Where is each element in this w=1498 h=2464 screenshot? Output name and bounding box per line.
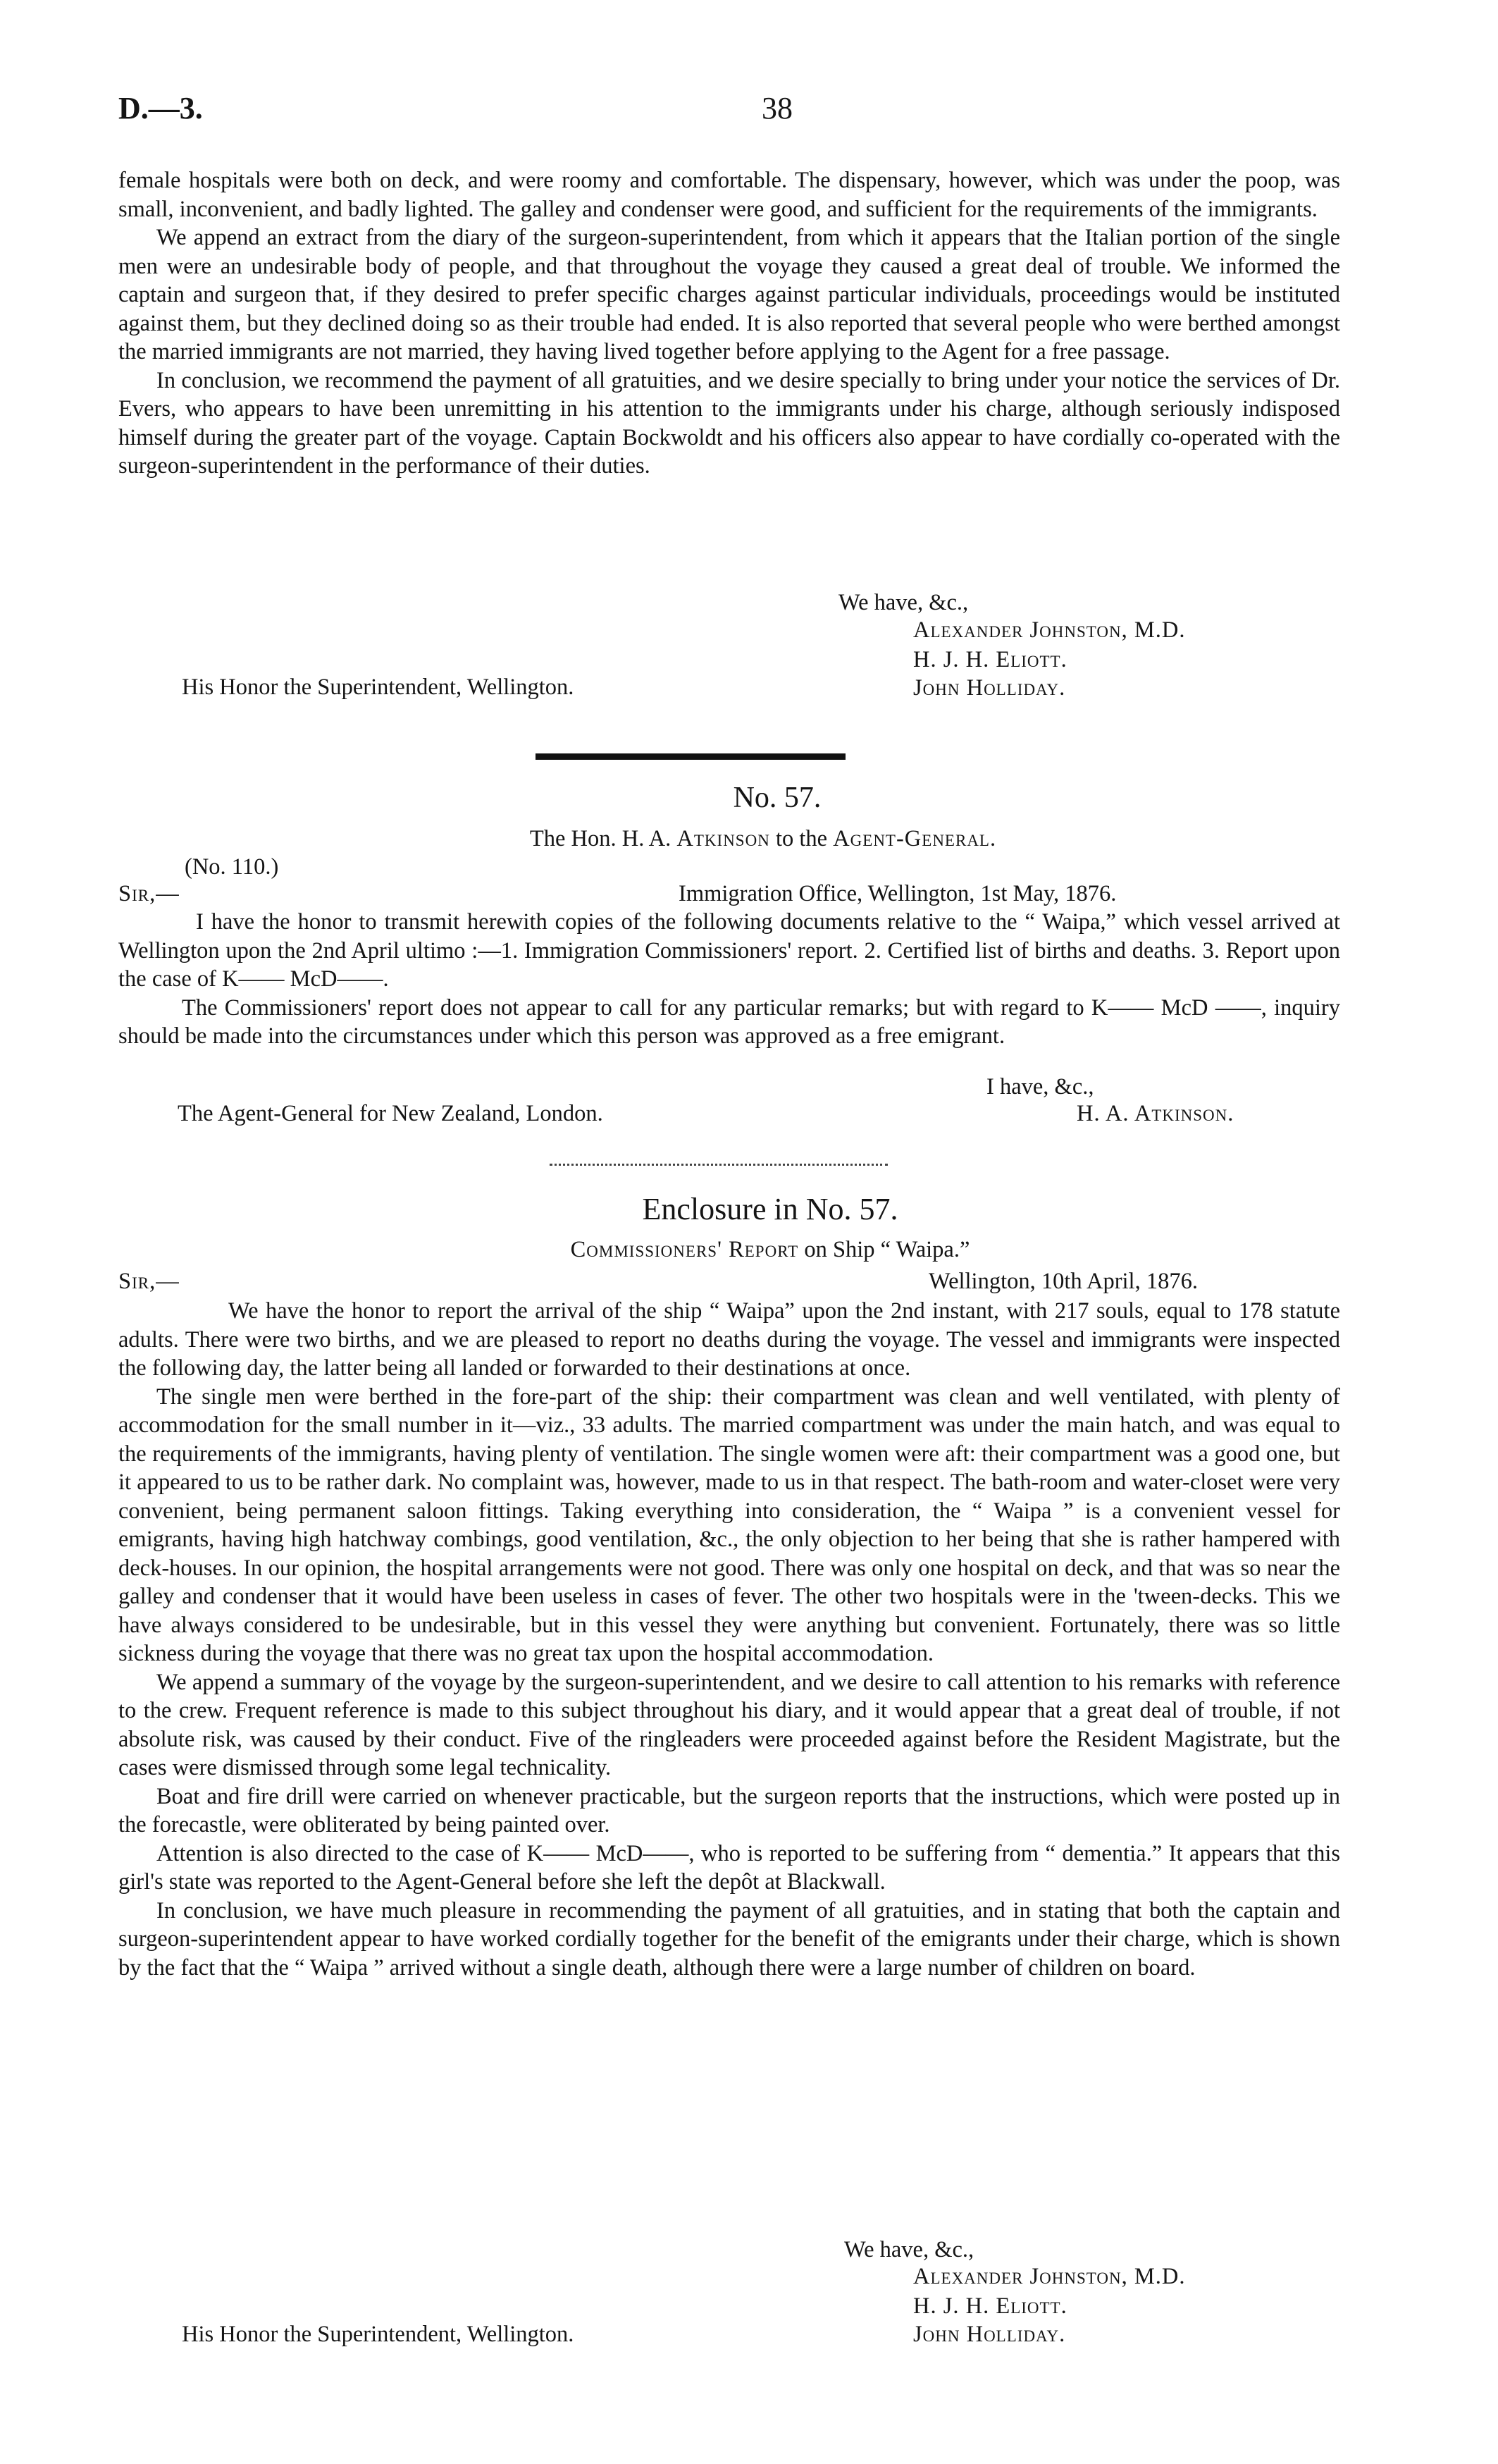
- letter57-addressee: The Agent-General for New Zealand, London.: [178, 1101, 603, 1126]
- letter57-closing: I have, &c.,: [986, 1074, 1094, 1099]
- section1-paragraph-3: In conclusion, we recommend the payment of all gratuities, and we desire specially to bring under your notice the services of Dr. Evers, who appears to have been unremitting in his attention to the immigrants under his charge, although seriously indisposed himself during the greater part of the voyage. Captain Bockwoldt and his officers also appear to have cordially co-operated with the surgeon-superintendent in the performance of their duties.: [118, 367, 1340, 479]
- enclosure-paragraph-6: In conclusion, we have much pleasure in recommending the payment of all gratuities, and in stating that both the captain and surgeon-superintendent appear to have worked cordially together for the benefit of the emigrants under their charge, which is shown by the fact that the “ Waipa ” arrived without a single death, although there were a large number of children on board.: [118, 1897, 1340, 1981]
- page-number: 38: [762, 91, 793, 125]
- section-divider: [536, 753, 846, 760]
- from-name: Atkinson: [676, 826, 770, 851]
- enclosure-subheading-ship: on Ship “ Waipa.”: [804, 1237, 970, 1262]
- enclosure-signatory-2: H. J. H. Eliott.: [913, 2293, 1067, 2319]
- letter-place-date: Immigration Office, Wellington, 1st May, 1876.: [679, 881, 1117, 906]
- enclosure-subheading-title: Commissioners' Report: [570, 1237, 799, 1262]
- enclosure-body: [118, 1297, 1340, 1982]
- enclosure-divider: [550, 1164, 888, 1166]
- letter-number-heading: No. 57.: [733, 782, 822, 814]
- section1-body: [118, 166, 1340, 481]
- letter57-body: [118, 908, 1340, 1051]
- enclosure-salutation: Sir,—: [118, 1269, 180, 1294]
- letter-from-to: [0, 826, 1498, 852]
- enclosure-paragraph-1: We have the honor to report the arrival of the ship “ Waipa” upon the 2nd instant, with 217 souls, equal to 178 statute adults. There were two births, and we are pleased to report no deaths during the voyage. The vessel and immigrants were inspected the following day, the latter being all landed or forwarded to their destinations at once.: [118, 1298, 1340, 1381]
- enclosure-closing: We have, &c.,: [844, 2237, 974, 2262]
- section1-paragraph-1: female hospitals were both on deck, and were roomy and comfortable. The dispensary, however, which was under the poop, was small, inconvenient, and badly lighted. The galley and condenser were good, and sufficient for the requirements of the immigrants.: [118, 168, 1340, 222]
- enclosure-heading: Enclosure in No. 57.: [642, 1192, 898, 1226]
- enclosure-signatory-3: John Holliday.: [913, 2322, 1066, 2347]
- section1-paragraph-2: We append an extract from the diary of the surgeon-superintendent, from which it appears that the Italian portion of the single men were an undesirable body of people, and that throughout the voyage they caused a great deal of trouble. We informed the captain and surgeon that, if they desired to prefer specific charges against particular individuals, proceedings would be instituted against them, but they declined doing so as their trouble had ended. It is also reported that several people who were berthed amongst the married immigrants are not married, they having lived together before applying to the Agent for a free passage.: [118, 225, 1340, 364]
- letter57-paragraph-1: I have the honor to transmit herewith copies of the following documents relative to the “ Waipa,” which vessel arrived at Wellington upon the 2nd April ultimo :—1. Immigration Commissioners' report. 2. Certified list of births and deaths. 3. Report upon the case of K—— McD——.: [118, 909, 1340, 992]
- section1-signatory-2: H. J. H. Eliott.: [913, 647, 1067, 672]
- enclosure-addressee: His Honor the Superintendent, Wellington.: [182, 2322, 574, 2347]
- enclosure-paragraph-5: Attention is also directed to the case of K—— McD——, who is reported to be suffering from “ dementia.” It appears that this girl's state was reported to the Agent-General before she left the depôt at Blackwall.: [118, 1840, 1340, 1895]
- letter-ref: (No. 110.): [185, 854, 279, 880]
- from-to-middle: to the: [775, 826, 828, 851]
- section1-addressee: His Honor the Superintendent, Wellington.: [182, 674, 574, 700]
- document-reference: D.—3.: [118, 91, 203, 125]
- section1-closing: We have, &c.,: [838, 590, 969, 615]
- section1-signatory-3: John Holliday.: [913, 675, 1066, 701]
- letter-salutation: Sir,—: [118, 881, 180, 906]
- from-to-prefix: The Hon. H. A.: [529, 826, 671, 851]
- enclosure-subheading: [0, 1237, 1498, 1263]
- section1-signatory-1: Alexander Johnston, M.D.: [913, 617, 1186, 643]
- letter57-paragraph-2: The Commissioners' report does not appear to call for any particular remarks; but with regard to K—— McD ——, inquiry should be made into the circumstances under which this person was approved as a free emigrant.: [118, 994, 1340, 1049]
- letter57-signature: H. A. Atkinson.: [1077, 1101, 1234, 1126]
- to-name: Agent-General.: [833, 826, 997, 851]
- enclosure-paragraph-4: Boat and fire drill were carried on whenever practicable, but the surgeon reports that the instructions, which were posted up in the forecastle, were obliterated by being painted over.: [118, 1783, 1340, 1837]
- enclosure-signatory-1: Alexander Johnston, M.D.: [913, 2264, 1186, 2289]
- enclosure-place-date: Wellington, 10th April, 1876.: [929, 1269, 1198, 1294]
- enclosure-paragraph-3: We append a summary of the voyage by the surgeon-superintendent, and we desire to call attention to his remarks with reference to the crew. Frequent reference is made to this subject throughout his diary, and it would appear that a great deal of trouble, if not absolute risk, was caused by their conduct. Five of the ringleaders were proceeded against before the Resident Magistrate, but the cases were dismissed through some legal technicality.: [118, 1669, 1340, 1780]
- enclosure-paragraph-2: The single men were berthed in the fore-part of the ship: their compartment was clean and well ventilated, with plenty of accommodation for the small number in it—viz., 33 adults. The married compartment was under the main hatch, and was equal to the requirements of the immigrants, having plenty of ventilation. The single women were aft: their compartment was a good one, but it appeared to us to be rather dark. No complaint was, however, made to us in that respect. The bath-room and water-closet were very convenient, being permanent saloon fittings. Taking everything into consideration, the “ Waipa ” is a convenient vessel for emigrants, having high hatchway combings, good ventilation, &c., the only objection to her being that she is rather hampered with deck-houses. In our opinion, the hospital arrangements were not good. There was only one hospital on deck, and that was so near the galley and condenser that it would have been useless in cases of fever. The other two hospitals were in the 'tween-decks. This we have always considered to be undesirable, but in this vessel they were anything but convenient. Fortunately, there was so little sickness during the voyage that there was no great tax upon the hospital accommodation.: [118, 1384, 1340, 1666]
